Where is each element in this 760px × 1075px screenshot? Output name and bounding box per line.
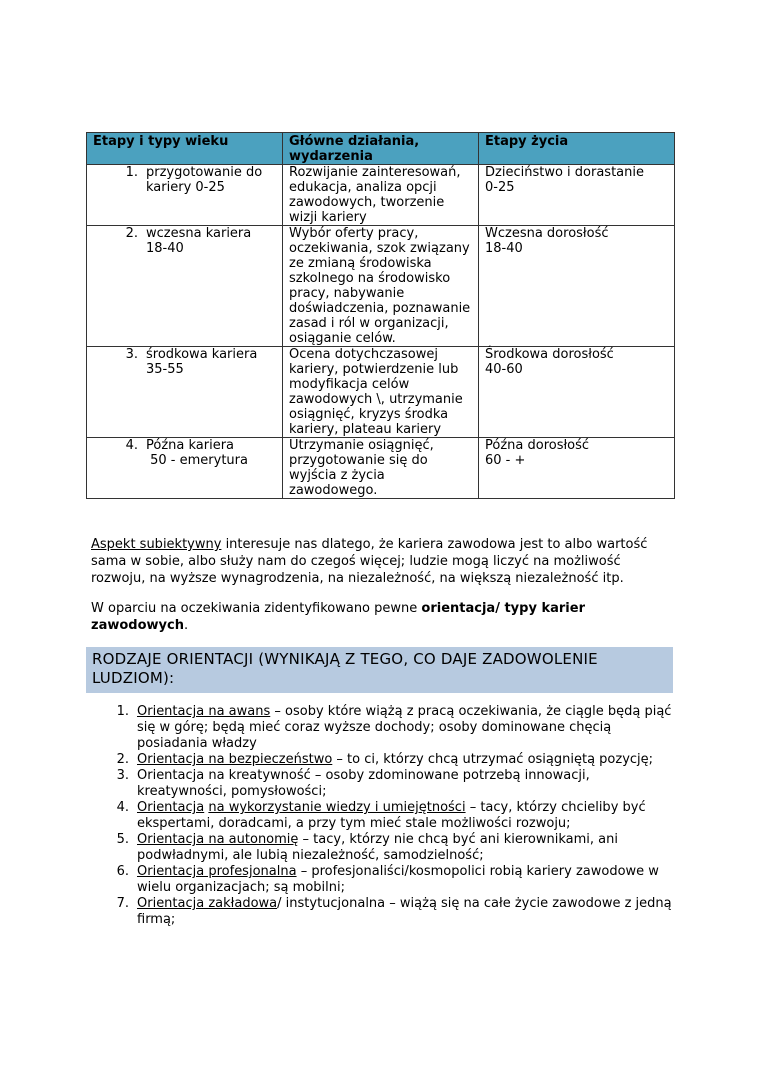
stage-name: środkowa kariera xyxy=(146,347,258,362)
life-stage-age: 60 - + xyxy=(485,453,526,468)
orientation-description: – osoby które wiążą z pracą oczekiwania, że ciągle będą piąć się w górę; będą mieć coraz wyższe dochody; osoby dominowane chęcią posiadania władzy xyxy=(137,704,672,751)
orientation-term: Orientacja na bezpieczeństwo xyxy=(137,752,333,767)
subjective-aspect-term: Aspekt subiektywny xyxy=(91,537,222,552)
header-activities: Główne działania, wydarzenia xyxy=(283,133,479,165)
list-number: 6. xyxy=(116,864,129,879)
orientation-term: Orientacja na autonomię xyxy=(137,832,299,847)
activities-cell: Ocena dotychczasowej kariery, potwierdzenie lub modyfikacja celów zawodowych \, utrzymanie osiągnięć, kryzys środka kariery, plateau kariery xyxy=(283,347,479,438)
stage-cell xyxy=(87,438,283,499)
stage-age: 50 - emerytura xyxy=(146,453,248,468)
life-stage-name: Późna dorosłość xyxy=(485,438,590,453)
stage-age: 18-40 xyxy=(146,241,184,256)
orientation-description: – tacy, którzy nie chcą być ani kierownikami, ani podwładnymi, ale lubią niezależność, samodzielność; xyxy=(137,832,618,863)
stage-age: 35-55 xyxy=(146,362,184,377)
paragraph-text: interesuje nas dlatego, że kariera zawodowa jest to albo wartość sama w sobie, albo służy nam do czegoś więcej; ludzie mogą liczyć na możliwość rozwoju, na wyższe wynagrodzenia, na niezależność, na większą niezależność itp. xyxy=(91,537,648,586)
paragraph-text: W oparciu na oczekiwania zidentyfikowano pewne xyxy=(91,601,422,616)
stage-cell xyxy=(87,347,283,438)
life-stage-cell xyxy=(479,347,675,438)
table-header-row xyxy=(87,133,675,165)
orientation-description: – profesjonaliści/kosmopolici robią kariery zawodowe w wielu organizacjach; są mobilni; xyxy=(137,864,659,895)
list-item xyxy=(91,896,676,928)
life-stage-cell xyxy=(479,165,675,226)
table-row xyxy=(87,347,675,438)
orientation-description: – to ci, którzy chcą utrzymać osiągniętą pozycję; xyxy=(332,752,654,767)
header-life-stage: Etapy życia xyxy=(479,133,675,165)
stage-name: wczesna kariera xyxy=(146,226,252,241)
orientation-term-extension: na wykorzystanie wiedzy i umiejętności xyxy=(208,800,466,815)
list-item xyxy=(91,864,676,896)
list-item xyxy=(91,800,676,832)
activities-cell: Wybór oferty pracy, oczekiwania, szok związany ze zmianą środowiska szkolnego na środowisko pracy, nabywanie doświadczenia, poznawanie zasad i ról w organizacji, osiąganie celów. xyxy=(283,226,479,347)
bold-term: orientacja/ typy karier zawodowych xyxy=(91,601,585,633)
life-stage-name: Dzieciństwo i dorastanie xyxy=(485,165,644,180)
activities-cell: Utrzymanie osiągnięć, przygotowanie się do wyjścia z życia zawodowego. xyxy=(283,438,479,499)
orientation-description: / instytucjonalna – wiążą się na całe życie zawodowe z jedną firmą; xyxy=(137,896,672,927)
row-number: 2. xyxy=(125,226,138,241)
stage-cell xyxy=(87,226,283,347)
table-row xyxy=(87,226,675,347)
activities-cell: Rozwijanie zainteresowań, edukacja, analiza opcji zawodowych, tworzenie wizji kariery xyxy=(283,165,479,226)
orientation-term: Orientacja profesjonalna xyxy=(137,864,297,879)
list-number: 2. xyxy=(116,752,129,767)
life-stage-age: 18-40 xyxy=(485,241,523,256)
stage-name: przygotowanie do xyxy=(146,165,263,180)
list-item xyxy=(91,768,676,800)
career-stages-table xyxy=(86,132,675,499)
table-row xyxy=(87,165,675,226)
orientations-list xyxy=(91,704,676,928)
orientations-intro-paragraph xyxy=(91,600,676,634)
row-number: 3. xyxy=(125,347,138,362)
stage-name: Późna kariera xyxy=(146,438,235,453)
paragraph-end: . xyxy=(183,618,189,633)
life-stage-name: Środkowa dorosłość xyxy=(485,347,614,362)
life-stage-age: 0-25 xyxy=(485,180,515,195)
life-stage-cell xyxy=(479,226,675,347)
row-number: 4. xyxy=(125,438,138,453)
orientation-term: Orientacja na awans xyxy=(137,704,271,719)
list-item xyxy=(91,704,676,752)
list-item xyxy=(91,752,676,768)
stage-age: kariery 0-25 xyxy=(146,180,225,195)
row-number: 1. xyxy=(125,165,138,180)
stage-cell xyxy=(87,165,283,226)
list-number: 5. xyxy=(116,832,129,847)
life-stage-name: Wczesna dorosłość xyxy=(485,226,609,241)
table-row xyxy=(87,438,675,499)
orientation-description: – tacy, którzy chcieliby być ekspertami, doradcami, a przy tym mieć stale możliwości rozwoju; xyxy=(137,800,646,831)
life-stage-age: 40-60 xyxy=(485,362,523,377)
orientation-term: Orientacja xyxy=(137,800,205,815)
list-number: 3. xyxy=(116,768,129,783)
list-number: 7. xyxy=(116,896,129,911)
orientation-term: Orientacja zakładowa xyxy=(137,896,278,911)
subjective-aspect-paragraph xyxy=(91,536,676,587)
life-stage-cell xyxy=(479,438,675,499)
header-stage: Etapy i typy wieku xyxy=(87,133,283,165)
orientation-description: Orientacja na kreatywność – osoby zdominowane potrzebą innowacji, kreatywności, pomysłowości; xyxy=(137,768,590,799)
section-heading: RODZAJE ORIENTACJI (WYNIKAJĄ Z TEGO, CO DAJE ZADOWOLENIE LUDZIOM): xyxy=(86,647,673,693)
list-number: 1. xyxy=(116,704,129,719)
list-number: 4. xyxy=(116,800,129,815)
list-item xyxy=(91,832,676,864)
